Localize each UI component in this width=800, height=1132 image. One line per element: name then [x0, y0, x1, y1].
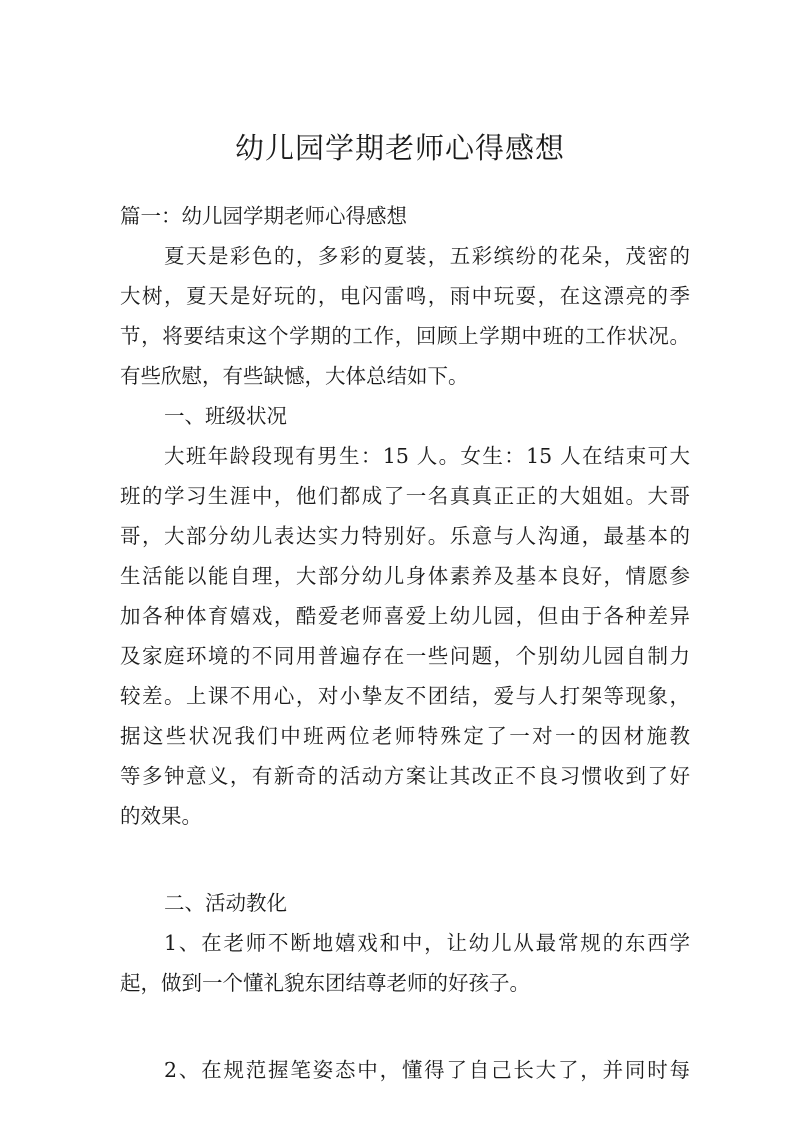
paragraph-line: 大树，夏天是好玩的，电闪雷鸣，雨中玩耍，在这漂亮的季 [120, 284, 690, 308]
paragraph-line: 生活能以能自理，大部分幼儿身体素养及基本良好，情愿参 [120, 564, 690, 588]
paragraph-line: 班的学习生涯中，他们都成了一名真真正正的大姐姐。大哥 [120, 484, 690, 508]
paragraph-line: 1、在老师不断地嬉戏和中，让幼儿从最常规的东西学 [164, 931, 690, 955]
paragraph-line: 较差。上课不用心，对小挚友不团结，爱与人打架等现象， [120, 684, 690, 708]
paragraph-spacer [120, 836, 690, 883]
paragraph-line: 节，将要结束这个学期的工作，回顾上学期中班的工作状况。 [120, 324, 690, 348]
document-body [120, 196, 690, 1090]
paragraph-line: 等多钟意义，有新奇的活动方案让其改正不良习惯收到了好 [120, 764, 690, 788]
paragraph-line: 的效果。 [120, 804, 202, 828]
subheading-class-status: 一、班级状况 [164, 404, 287, 428]
paragraph-line: 有些欣慰，有些缺憾，大体总结如下。 [120, 364, 469, 388]
paragraph-line: 夏天是彩色的，多彩的夏装，五彩缤纷的花朵，茂密的 [164, 244, 690, 268]
paragraph-spacer [120, 1003, 690, 1050]
paragraph-line: 起，做到一个懂礼貌东团结尊老师的好孩子。 [120, 971, 530, 995]
document-title: 幼儿园学期老师心得感想 [234, 131, 565, 165]
paragraph-line: 及家庭环境的不同用普遍存在一些问题，个别幼儿园自制力 [120, 644, 690, 668]
paragraph-line: 大班年龄段现有男生：15 人。女生：15 人在结束可大 [164, 444, 690, 468]
section-heading: 篇一：幼儿园学期老师心得感想 [120, 204, 407, 228]
paragraph-line: 哥，大部分幼儿表达实力特别好。乐意与人沟通，最基本的 [120, 524, 690, 548]
subheading-activities: 二、活动教化 [164, 891, 287, 915]
paragraph-line: 2、在规范握笔姿态中，懂得了自己长大了，并同时每 [164, 1058, 690, 1082]
paragraph-line: 加各种体育嬉戏，酷爱老师喜爱上幼儿园，但由于各种差异 [120, 604, 690, 628]
paragraph-line: 据这些状况我们中班两位老师特殊定了一对一的因材施教 [120, 724, 690, 748]
